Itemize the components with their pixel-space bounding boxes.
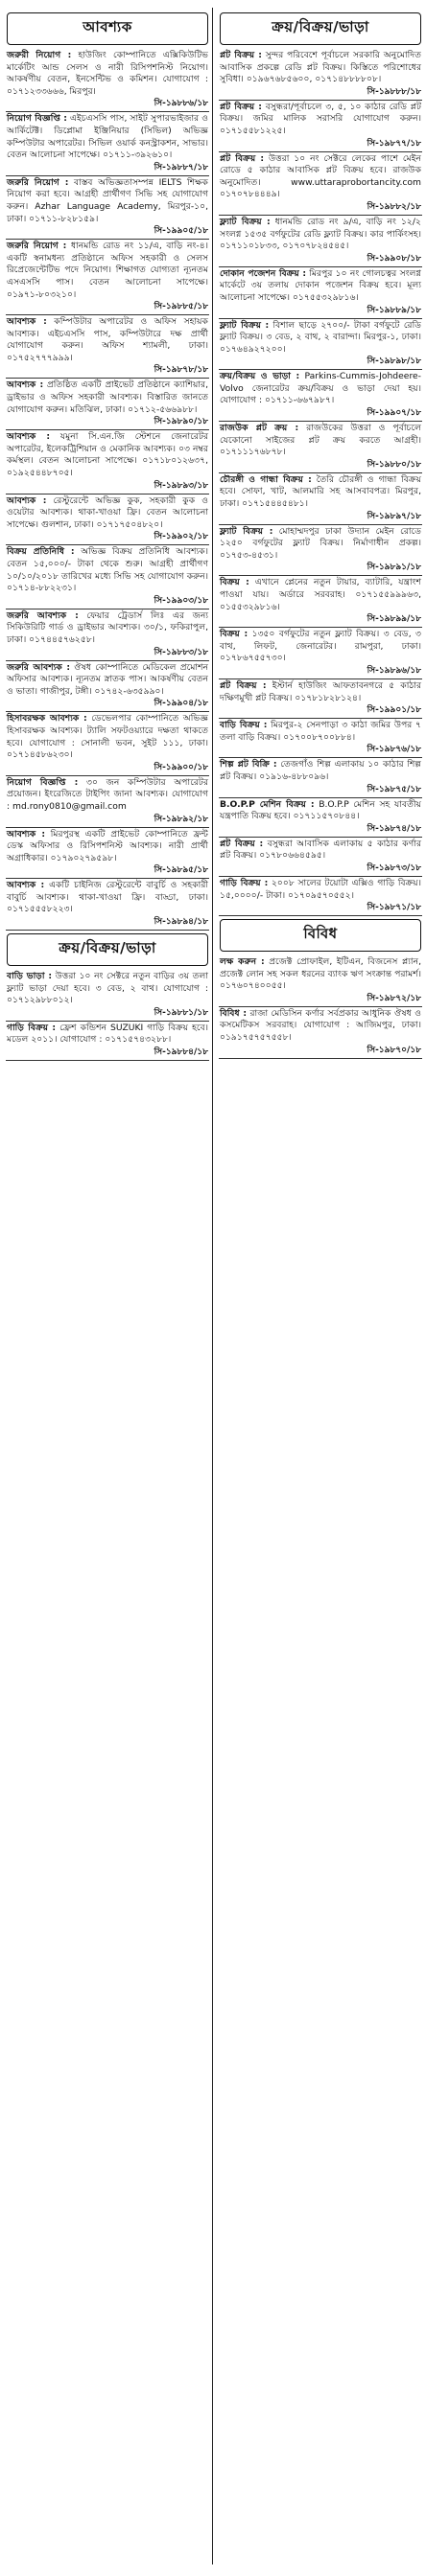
- ad-reference-code: সি-১৯৮৭০/১৮: [367, 1045, 421, 1055]
- classified-ad: [6, 240, 209, 315]
- ad-body: বাস্তব অভিজ্ঞতাসম্পন্ন IELTS শিক্ষক নিয়োগ করা হবে। আগ্রহী প্রার্থীগণ সিভি সহ যোগাযোগ করুন। Azhar Language Academy, মিরপুর-১০, ঢাকা। ০১৭১১-৮২৮১৫৯।: [7, 176, 208, 224]
- wanted-ads-list: [6, 49, 209, 931]
- classified-ad: [6, 49, 209, 112]
- ad-title: গাড়ি বিক্রয় :: [220, 877, 269, 888]
- classified-ad: [6, 494, 209, 546]
- buy-sell-rent-ads-list: [219, 49, 422, 916]
- ad-title: প্লট বিক্রয় :: [220, 50, 262, 60]
- ad-reference-code: সি-১৯৮৭৩/১৮: [367, 862, 421, 873]
- section-header-buy-sell-rent-left: ক্রয়/বিক্রয়/ভাড়া: [7, 933, 208, 966]
- ad-body: যমুনা সি.এন.জি স্টেশনে জেনারেটর অপারেটর, ইলেকট্রিশিয়ান ও মেকানিক আবশ্যক। ০৩ নম্বর কর্মস্থল। বেতন আলোচনা সাপেক্ষে। ০১৭১৮০১২৬৩৭, ০১৯২৫৪৪৮৭০৫।: [7, 431, 209, 479]
- ad-reference-code: সি-১৯৮৭৬/১৮: [367, 745, 421, 755]
- ad-body: ধানমন্ডি রোড নং ৯/এ, বাড়ি নং ১২/২ সংলগ্ন ১৫৩৫ বর্গফুটের রেডি ফ্ল্যাট বিক্রয়। কার পার্কিংসহ। ০১৭১১০১৮৩৩, ০১৭০৭৮২৪৫৪৫।: [220, 216, 421, 252]
- classified-ad: [219, 758, 422, 797]
- ad-reference-code: সি-১৯৯০০/১৮: [154, 762, 208, 772]
- ad-body: একটি চাইনিজ রেস্টুরেন্টে বাবুর্চি ও সহকারী বাবুর্চি আবশ্যক। থাকা-খাওয়া ফ্রি। বাড্ডা, ঢাকা। ০১৭১৫৫৫৮২২৩।: [7, 880, 208, 915]
- ad-body: বসুন্ধরা/পূর্বাচলে ৩, ৫, ১০ কাঠার রেডি প্লট বিক্রয়। জমির মালিক সরাসরি যোগাযোগ করুন। ০১৭১৫৫৮১২২৫।: [220, 101, 422, 136]
- ad-title: বাড়ি ভাড়া :: [7, 971, 53, 982]
- ad-title: আবশ্যক :: [7, 431, 51, 443]
- classified-ad: [219, 422, 422, 473]
- ad-reference-code: সি-১৯৮৯৫/১৮: [154, 865, 208, 876]
- left-column: [6, 10, 209, 2564]
- ad-reference-code: সি-১৯৯০৩/১৮: [154, 595, 208, 606]
- classified-ad: [6, 970, 209, 1022]
- ad-title: বিক্রয় :: [220, 629, 248, 640]
- ad-title: আবশ্যক :: [7, 316, 47, 328]
- classified-ad: [6, 661, 209, 713]
- ad-title: ফ্ল্যাট বিক্রয় :: [220, 216, 271, 227]
- ad-reference-code: সি-১৯৮৭৫/১৮: [367, 784, 421, 794]
- ad-title: বিক্রয় :: [220, 577, 249, 588]
- ad-title: ক্রয়/বিক্রয় ও ভাড়া :: [220, 371, 300, 382]
- ad-reference-code: সি-১৯৮৮৪/১৮: [154, 1047, 208, 1058]
- classified-ad: [219, 525, 422, 577]
- right-column: [219, 10, 422, 2564]
- classified-ad: [219, 319, 422, 371]
- column-divider: [212, 8, 213, 2564]
- ad-title: হিসাবরক্ষক আবশ্যক :: [7, 713, 87, 724]
- section-header-buy-sell-rent: ক্রয়/বিক্রয়/ভাড়া: [220, 12, 421, 45]
- ad-reference-code: সি-১৯৮৯৪/১৮: [154, 917, 208, 928]
- section-header-wanted: আবশ্যক: [7, 12, 208, 45]
- ad-reference-code: সি-১৯৮৮৯/১৮: [367, 305, 421, 315]
- ad-title: দোকান পজেশন বিক্রয় :: [220, 267, 307, 279]
- classified-ad: [6, 879, 209, 931]
- ad-reference-code: সি-১৯৮৮৬/১৮: [154, 99, 208, 109]
- ad-title: প্লট বিক্রয় :: [220, 101, 262, 112]
- ad-reference-code: সি-১৯৮৭২/১৮: [367, 993, 421, 1003]
- classified-ad: [6, 379, 209, 430]
- ad-title: আবশ্যক :: [7, 880, 45, 891]
- ad-reference-code: সি-১৯৮৭৮/১৮: [154, 365, 208, 376]
- ad-reference-code: সি-১৯৮৮৭/১৮: [154, 162, 208, 172]
- ad-body: তেজগাঁও শিল্প এলাকায় ১০ কাঠার শিল্প প্লট বিক্রয়। ০১৯১৬-৪৮৮০৯৬।: [220, 759, 421, 782]
- ad-reference-code: সি-১৯৮৭৭/১৮: [367, 138, 421, 149]
- ad-reference-code: সি-১৯৮৭১/১৮: [367, 903, 421, 913]
- ad-title: বিক্রয় প্রতিনিধি :: [7, 546, 75, 558]
- ad-title: বিবিধ :: [220, 1007, 248, 1019]
- ad-reference-code: সি-১৯৮৯৭/১৮: [367, 511, 421, 521]
- ad-body: ইস্টার্ন হাউজিং আফতাবনগরে ৫ কাঠার দক্ষিণমুখী প্লট বিক্রয়। ০১৭৮১৮২৮১২৪।: [220, 679, 422, 703]
- ad-body: ডেভেলপার কোম্পানিতে অভিজ্ঞ হিসাবরক্ষক আবশ্যক। ট্যালি সফটওয়্যারে দক্ষতা থাকতে হবে। যোগাযোগ : সোনালী ভবন, সুইট ১১১, ঢাকা। ০১৭১৪৫৮৬২৩০।: [7, 713, 208, 761]
- ad-reference-code: সি-১৯৮৯০/১৮: [154, 417, 208, 427]
- ad-title: ফ্ল্যাট বিক্রয় :: [220, 319, 270, 331]
- ad-reference-code: সি-১৯৮৮২/১৮: [367, 201, 421, 212]
- classified-ad: [219, 370, 422, 422]
- ad-body: উত্তরা ১০ নং সেক্টরে লেকের পাশে মেইন রোডে ৫ কাঠার আবাসিক প্লট বিক্রয় হবে। রাজউক অনুমোদিত। www.uttaraprobortancity.com ০১৭০৭৮৪৪৪৯।: [220, 152, 422, 200]
- ad-title: প্লট বিক্রয় :: [220, 838, 264, 849]
- classified-ad: [219, 955, 422, 1007]
- classified-ad: [219, 798, 422, 838]
- ad-title: বাড়ি বিক্রয় :: [220, 720, 268, 731]
- classified-ad: [6, 776, 209, 828]
- ad-reference-code: সি-১৯৯০৭/১৮: [367, 408, 421, 419]
- ad-body: অভিজ্ঞ বিক্রয় প্রতিনিধি আবশ্যক। বেতন ১৫,০০০/- টাকা থেকে শুরু। আগ্রহী প্রার্থীগণ ১০/১০/২০১৮ তারিখের মধ্যে সিভি সহ যোগাযোগ করুন। ০১৭১৪-৮৮২২৩১।: [7, 546, 208, 594]
- ad-title: B.O.P.P মেশিন বিক্রয় :: [220, 798, 315, 810]
- ad-body: রাজউকের উত্তরা ও পূর্বাচলে যেকোনো সাইজের প্লট ক্রয় করতে আগ্রহী। ০১৭১১১৭৬৮৭৮।: [220, 423, 422, 458]
- ad-body: Parkins-Cummis-Johdeere-Volvo জেনারেটর ক্রয়/বিক্রয় ও ভাড়া দেয়া হয়। যোগাযোগ : ০১৭১১-৬৬৭৯৮৭।: [220, 371, 421, 406]
- ad-body: ঔষধ কোম্পানিতে মেডিকেল প্রমোশন অফিসার আবশ্যক। ন্যূনতম স্নাতক পাস। আকর্ষণীয় বেতন ও ভাতা। গাজীপুর, টঙ্গী। ০১৭৪২-৬৩৫৯৯০।: [7, 661, 209, 697]
- ad-title: আবশ্যক :: [7, 828, 46, 840]
- section-header-miscellaneous: বিবিধ: [220, 919, 421, 952]
- ad-title: লক্ষ করুন :: [220, 956, 265, 968]
- miscellaneous-ads-list: [219, 955, 422, 1059]
- ad-body: সুন্দর পরিবেশে পূর্বাচলে সরকারি অনুমোদিত আবাসিক প্রকল্পে রেডি প্লট বিক্রয়। কিস্তিতে পরিশোধের সুবিধা। ০১৯৬৭৬৮৫৬০০, ০১৭১৪৮৮৮৮০৮।: [220, 50, 422, 85]
- ad-reference-code: সি-১৯৯০৮/১৮: [367, 253, 421, 264]
- ad-title: গাড়ি বিক্রয় :: [7, 1022, 57, 1033]
- ad-body: হাউজিং কোম্পানিতে এক্সিকিউটিভ মার্কেটিং আন্ড সেলস ও নারী রিসিপশনিস্ট নিয়োগ। আকর্ষণীয় বেতন, ইনসেন্টিভ ও কমিশন। যোগাযোগ : ০১৭১২৩৩৬৬৬, মিরপুর।: [7, 50, 208, 97]
- classified-ad: [219, 838, 422, 877]
- classified-ad: [219, 473, 422, 525]
- classified-ad: [219, 216, 422, 267]
- ad-body: উত্তরা ১০ নং সেক্টরে নতুন বাড়ির ৩য় তলা ফ্ল্যাট ভাড়া দেয়া হবে। ৩ বেড, ২ বাথ। যোগাযোগ : ০১৭১২৯৮৮০১২।: [7, 971, 208, 1006]
- ad-reference-code: সি-১৯৮৭৪/১৮: [367, 823, 421, 834]
- classified-ad: [6, 1022, 209, 1061]
- classified-ad: [219, 152, 422, 216]
- buy-sell-rent-ads-list-left: [6, 970, 209, 1061]
- ad-reference-code: সি-১৯৮৯৩/১৮: [154, 480, 208, 491]
- ad-reference-code: সি-১৯৮৯১/১৮: [367, 563, 421, 573]
- ad-title: প্লট বিক্রয় :: [220, 679, 267, 691]
- ad-reference-code: সি-১৯৯০৫/১৮: [154, 226, 208, 237]
- classified-ad: [6, 610, 209, 661]
- ad-title: নিয়োগ বিজ্ঞপ্তি :: [7, 776, 79, 788]
- ad-body: ফেয়ার ট্রেডার্স লিঃ এর জন্য সিকিউরিটি গার্ড ও ড্রাইভার আবশ্যক। ৩০/১, ফকিরাপুল, ঢাকা। ০১৭৪৪৫৭৬২৫৮।: [7, 610, 208, 645]
- classified-ad: [219, 1007, 422, 1059]
- classified-ad: [219, 679, 422, 719]
- ad-title: শিল্প প্লট বিক্রি :: [220, 759, 277, 770]
- ad-title: জরুরি আবশ্যক :: [7, 661, 71, 673]
- ad-body: প্রতিষ্ঠিত একটি প্রাইভেট প্রতিষ্ঠানে ক্যাশিয়ার, ড্রাইভার ও অফিস সহকারী আবশ্যক। বিস্তারিত জানতে যোগাযোগ করুন। মতিঝিল, ঢাকা। ০১৭১২-৫৬৬৯৮৮।: [7, 380, 209, 415]
- ad-title: নিয়োগ বিজ্ঞপ্তি :: [7, 113, 67, 125]
- classified-ad: [6, 545, 209, 609]
- ad-body: মিরপুর ১০ নং গোলচত্বর সংলগ্ন মার্কেটে ৩য় তলায় দোকান পজেশন বিক্রয় হবে। মূল্য আলোচনা সাপেক্ষে। ০১৭৫৫৩২৯৮১৬।: [220, 267, 422, 303]
- ad-body: মিরপুরস্থ একটি প্রাইভেট কোম্পানিতে ফ্রন্ট ডেস্ক অফিসার ও রিসিপশনিস্ট আবশ্যক। নারী প্রার্থী অগ্রাধিকার। ০১৭৯০২৭৯৫৯৮।: [7, 828, 208, 863]
- classified-ad: [6, 430, 209, 494]
- ad-title: জরুরি নিয়োগ :: [7, 241, 67, 252]
- ad-body: রাজা মেডিসিন কর্ণার সর্বপ্রকার আধুনিক ঔষধ ও কসমেটিকস সরবরাহ। যোগাযোগ : আজিমপুর, ঢাকা। ০১৯১৭৫৭৫৭৫৫৮।: [220, 1007, 421, 1044]
- ad-reference-code: সি-১৯৯০২/১৮: [154, 532, 208, 542]
- classified-ad: [6, 315, 209, 379]
- ad-body: মোহাম্মদপুর ঢাকা উদ্যান মেইন রোডে ১২৫০ বর্গফুটের ফ্ল্যাট বিক্রয়। নির্মাণাধীন প্রকল্প। ০১৭৫৩-৪৫৩১।: [220, 525, 421, 561]
- ad-body: মিরপুর-২ সেনপাড়া ৩ কাঠা জমির উপর ৭ তলা বাড়ি বিক্রয়। ০১৭০০৮৭০০৮৮৪।: [220, 720, 422, 743]
- ad-body: রেস্টুরেন্টে অভিজ্ঞ কুক, সহকারী কুক ও ওয়েটার আবশ্যক। থাকা-খাওয়া ফ্রি। বেতন আলোচনা সাপেক্ষে। গুলশান, ঢাকা। ০১৭১৭৫০৪৮২০।: [7, 494, 209, 530]
- classified-ad: [6, 828, 209, 880]
- ad-title: আবশ্যক :: [7, 380, 44, 391]
- ad-reference-code: সি-১৯৮৯৮/১৮: [367, 356, 421, 367]
- ad-title: জরুরি আবশ্যক :: [7, 610, 79, 621]
- ad-reference-code: সি-১৯৮৮৮/১৮: [367, 86, 421, 97]
- ad-reference-code: সি-১৯৯০১/১৮: [367, 705, 421, 716]
- ad-title: আবশ্যক :: [7, 494, 47, 506]
- ad-body: ফ্রেশ কন্ডিশন SUZUKI গাড়ি বিক্রয় হবে। মডেল ২০১১। যোগাযোগ : ০১৭১৫৭৪৩২৮৮।: [7, 1022, 209, 1046]
- classified-ad: [219, 877, 422, 916]
- classified-ad: [219, 101, 422, 152]
- ad-body: এইচএসসি পাস, সাইট সুপারভাইজার ও আর্কিটেক্ট। ডিপ্লোমা ইঞ্জিনিয়ার (সিভিল) অভিজ্ঞ কম্পিউটার অপারেটর। সিভিল ওয়ার্ক কনস্ট্রাকশন, সাভার। বেতন আলোচনা সাপেক্ষে। ০১৭১১-৩৯২৬১০।: [7, 113, 209, 161]
- ad-reference-code: সি-১৯৮৮১/১৮: [154, 1007, 208, 1018]
- ad-body: এখানে প্লেনের নতুন টায়ার, ব্যাটারি, যন্ত্রাংশ পাওয়া যায়। অর্ডারে সরবরাহ। ০১৭১৫৫৯৯৯৬৩, ০১৫৫৩২৯৮১৬।: [220, 577, 422, 612]
- ad-title: রাজউক প্লট ক্রয় :: [220, 423, 299, 434]
- ad-title: ফ্ল্যাট বিক্রয় :: [220, 525, 273, 537]
- classified-ad: [6, 112, 209, 175]
- ad-body: B.O.P.P মেশিন সহ যাবতীয় যন্ত্রপাতি বিক্রয় হবে। ০১৭১১৫৭০৮৪৪।: [220, 798, 422, 822]
- ad-title: প্লট বিক্রয় :: [220, 152, 265, 164]
- ad-body: তৈরি চৌরঙ্গী ও গান্ধা বিক্রয় হবে। সোফা, খাট, আলমারি সহ আসবাবপত্র। মিরপুর, ঢাকা। ০১৭১৫৪৪৫৪৮১।: [220, 473, 421, 510]
- ad-reference-code: সি-১৯৮৮০/১৮: [367, 459, 421, 470]
- ad-body: বসুন্ধরা আবাসিক এলাকায় ৫ কাঠার কর্ণার প্লট বিক্রয়। ০১৭৮০৬৬৪৫৯৫।: [220, 838, 422, 862]
- classified-ad: [6, 176, 209, 240]
- ad-body: ধানমন্ডি রোড নং ১১/এ, বাড়ি নং-৪। একটি স্বনামধন্য প্রতিষ্ঠানে অফিস সহকারী ও সেলস রিপ্রেজেন্টেটিভ পদে নিয়োগ। শিক্ষাগত যোগ্যতা ন্যূনতম এসএসসি পাস। বেতন আলোচনা সাপেক্ষে। ০১৯৭১-৮০৩২১০।: [7, 241, 208, 300]
- ad-reference-code: সি-১৯৮৯৬/১৮: [367, 665, 421, 676]
- classified-ad: [6, 712, 209, 775]
- ad-title: চৌরঙ্গী ও গান্ধা বিক্রয় :: [220, 473, 312, 485]
- ad-body: বিশাল ছাড়ে ২৭০০/- টাকা বর্গফুটে রেডি ফ্ল্যাট বিক্রয়। ৩ বেড, ২ বাথ, ২ বারান্দা। মিরপুর-১, ঢাকা। ০১৭৬৪৯২৭২০০।: [220, 319, 422, 355]
- ad-body: ১৩৫০ বর্গফুটের নতুন ফ্ল্যাট বিক্রয়। ৩ বেড, ৩ বাথ, লিফট, জেনারেটর। রামপুরা, ঢাকা। ০১৭৮৬৭৫৫৭৩০।: [220, 629, 421, 664]
- ad-body: প্রজেক্ট প্রোফাইল, ইটিএন, বিজনেস প্ল্যান, প্রজেক্ট লোন সহ সকল ধরনের ব্যাংক ঋণ সংক্রান্ত পরামর্শ। ০১৭৬০৭৪০০৫৫।: [220, 956, 421, 992]
- classified-ad: [219, 628, 422, 679]
- classified-ad: [219, 576, 422, 628]
- classified-ad: [219, 49, 422, 101]
- ad-reference-code: সি-১৯৮৮৫/১৮: [154, 302, 208, 312]
- ad-reference-code: সি-১৯৮৯২/১৮: [154, 814, 208, 824]
- ad-reference-code: সি-১৯৯০৪/১৮: [154, 699, 208, 709]
- ad-body: ৩০ জন কম্পিউটার অপারেটর প্রয়োজন। ইংরেজিতে টাইপিং জানা আবশ্যক। যোগাযোগ : md.rony0810@gmail.com: [7, 776, 208, 812]
- ad-title: জরুরী নিয়োগ :: [7, 50, 72, 60]
- ad-reference-code: সি-১৯৮৯৯/১৮: [367, 614, 421, 625]
- classified-ad: [219, 719, 422, 758]
- classified-ad: [219, 267, 422, 319]
- ad-reference-code: সি-১৯৮৮৩/১৮: [154, 647, 208, 657]
- ad-body: ২০০৮ সালের টয়োটা এক্সিও গাড়ি বিক্রয়। ১৫,০০০০/- টাকা। ০১৭০৯৫৭০৫৫২।: [220, 877, 422, 901]
- ad-title: জরুরি নিয়োগ :: [7, 176, 69, 188]
- ad-body: কম্পিউটার অপারেটর ও অফিস সহায়ক আবশ্যক। এইচএসসি পাস, কম্পিউটারে দক্ষ প্রার্থী যোগাযোগ করুন। অফিস শ্যামলী, ঢাকা। ০১৭৫২৭৭৭৯৯৯।: [7, 316, 208, 363]
